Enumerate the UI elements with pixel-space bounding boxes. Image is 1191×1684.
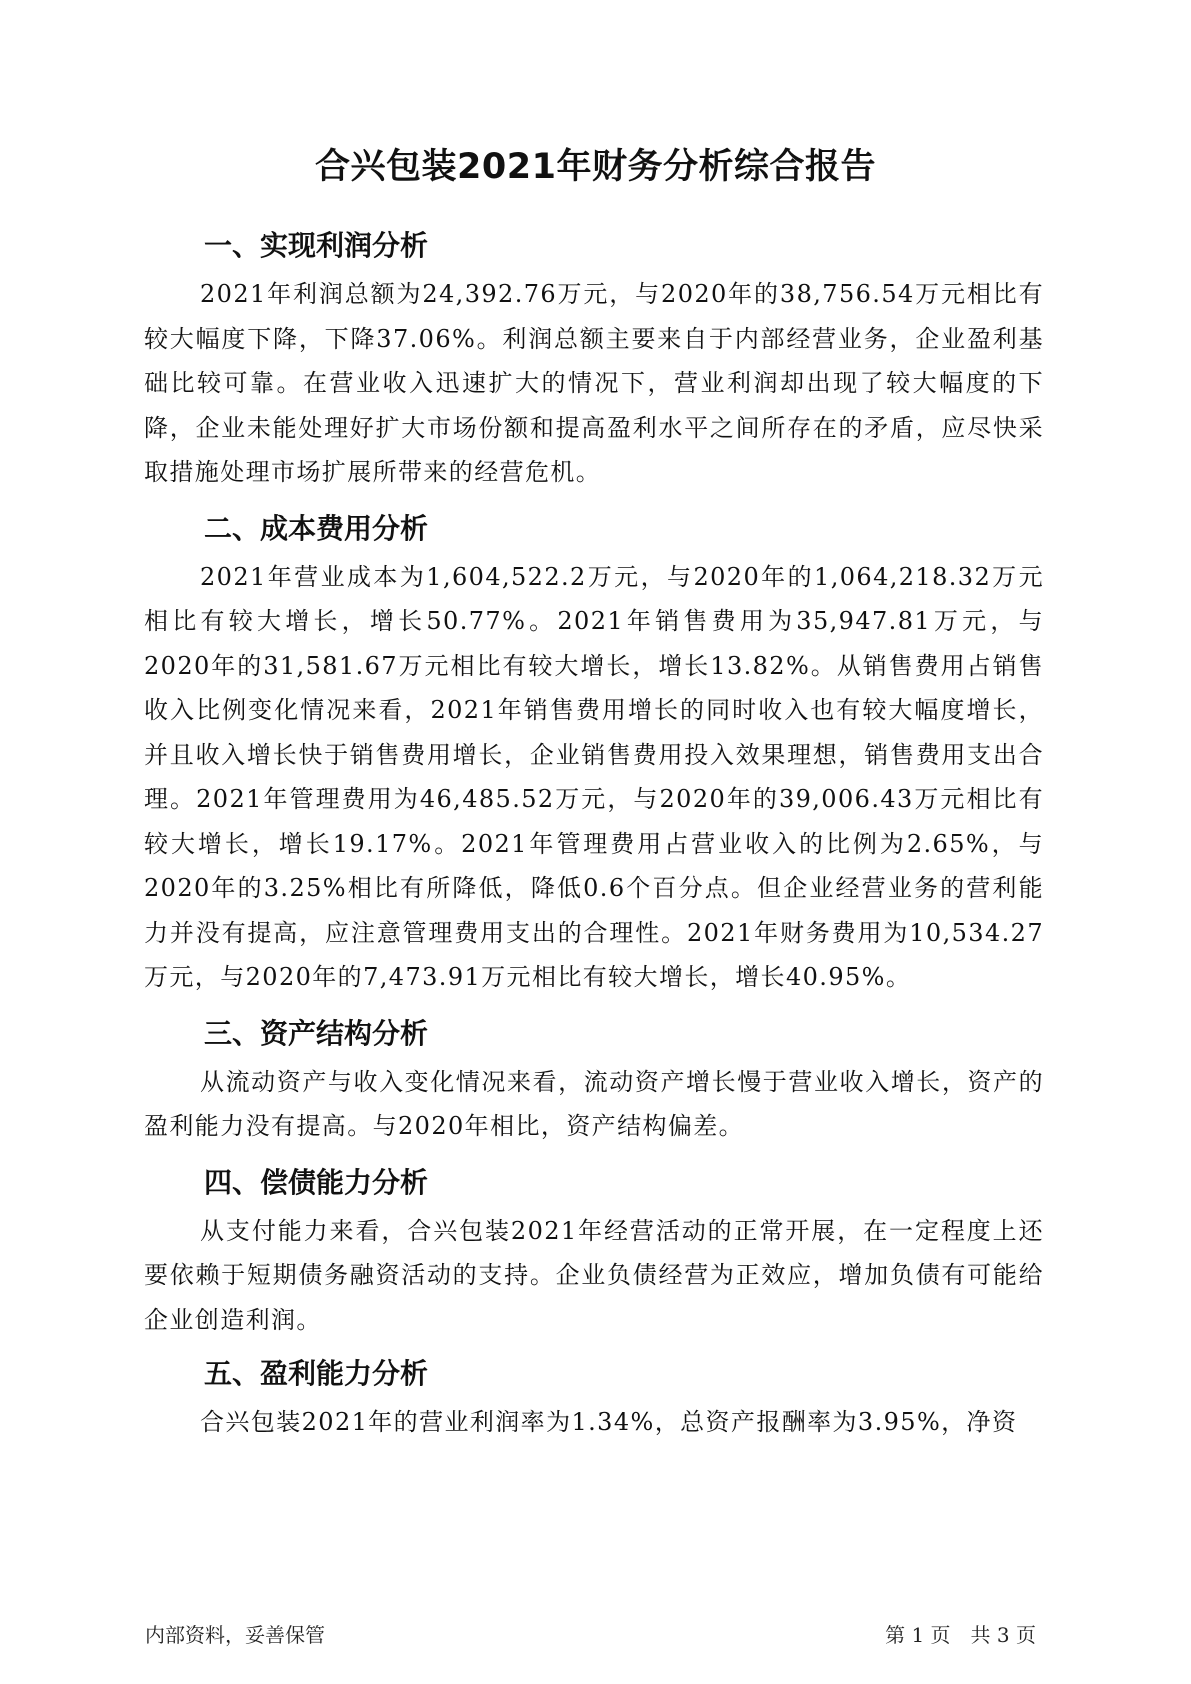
section-paragraph: 从流动资产与收入变化情况来看，流动资产增长慢于营业收入增长，资产的盈利能力没有提高。与2020年相比，资产结构偏差。 bbox=[144, 1067, 1044, 1140]
section-paragraph: 2021年营业成本为1,604,522.2万元，与2020年的1,064,218.32万元相比有较大增长，增长50.77%。2021年销售费用为35,947.81万元，与2020年的31,581.67万元相比有较大增长，增长13.82%。从销售费用占销售收入比例变化情况来看，2021年销售费用增长的同时收入也有较大幅度增长，并且收入增长快于销售费用增长，企业销售费用投入效果理想，销售费用支出合理。2021年管理费用为46,485.52万元，与2020年的39,006.43万元相比有较大增长，增长19.17%。2021年管理费用占营业收入的比例为2.65%，与2020年的3.25%相比有所降低，降低0.6个百分点。但企业经营业务的营利能力并没有提高，应注意管理费用支出的合理性。2021年财务费用为10,534.27万元，与2020年的7,473.91万元相比有较大增长，增长40.95%。 bbox=[144, 562, 1044, 991]
section-profitability-analysis bbox=[144, 1350, 1044, 1445]
section-paragraph: 从支付能力来看，合兴包装2021年经营活动的正常开展，在一定程度上还要依赖于短期债务融资活动的支持。企业负债经营为正效应，增加负债有可能给企业创造利润。 bbox=[144, 1216, 1044, 1334]
section-heading: 二、成本费用分析 bbox=[204, 511, 429, 545]
document-content bbox=[144, 222, 1044, 1455]
section-heading: 四、偿债能力分析 bbox=[204, 1165, 429, 1199]
section-paragraph: 合兴包装2021年的营业利润率为1.34%，总资产报酬率为3.95%，净资 bbox=[200, 1408, 1018, 1436]
section-heading: 三、资产结构分析 bbox=[204, 1016, 429, 1050]
section-solvency-analysis bbox=[144, 1159, 1044, 1343]
page-title: 合兴包装2021年财务分析综合报告 bbox=[315, 147, 876, 187]
section-profit-analysis bbox=[144, 222, 1044, 495]
section-cost-analysis bbox=[144, 505, 1044, 1000]
section-heading: 五、盈利能力分析 bbox=[204, 1357, 429, 1390]
section-heading: 一、实现利润分析 bbox=[204, 229, 429, 262]
section-asset-structure-analysis bbox=[144, 1010, 1044, 1149]
page-number: 第 1 页 共 3 页 bbox=[885, 1623, 1036, 1647]
section-paragraph: 2021年利润总额为24,392.76万元，与2020年的38,756.54万元相比有较大幅度下降，下降37.06%。利润总额主要来自于内部经营业务，企业盈利基础比较可靠。在营业收入迅速扩大的情况下，营业利润却出现了较大幅度的下降，企业未能处理好扩大市场份额和提高盈利水平之间所存在的矛盾，应尽快采取措施处理市场扩展所带来的经营危机。 bbox=[144, 280, 1044, 486]
footer-confidential-note: 内部资料，妥善保管 bbox=[145, 1623, 325, 1647]
